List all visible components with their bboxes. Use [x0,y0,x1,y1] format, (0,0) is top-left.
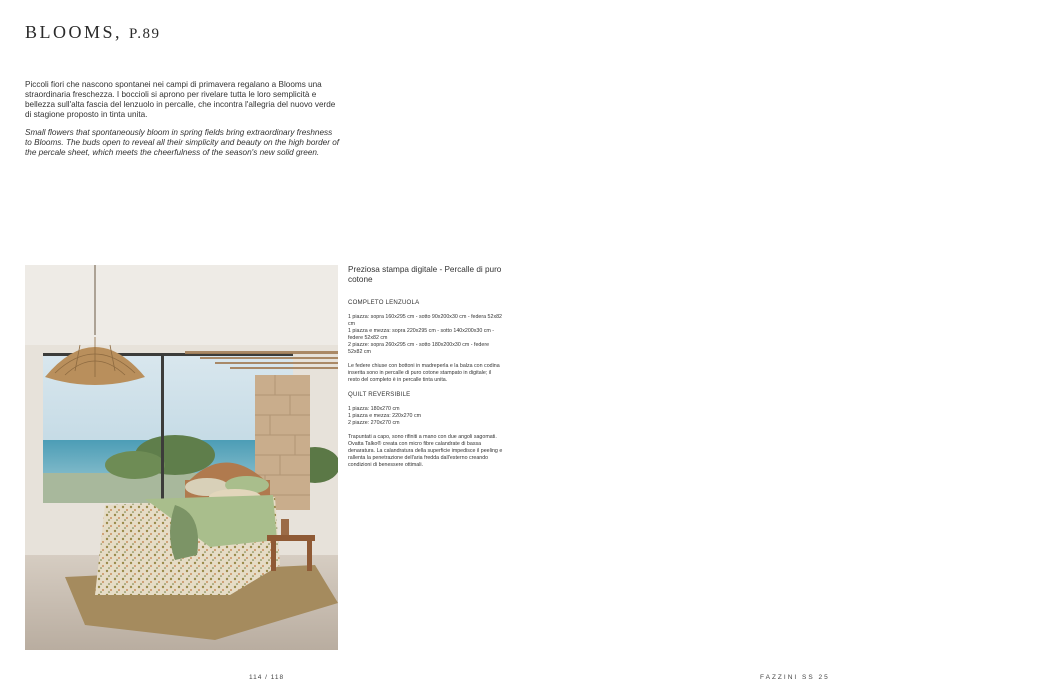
sheet-set-title: COMPLETO LENZUOLA [348,299,420,306]
page-reference: P.89 [129,26,161,42]
quilt-sizes [348,406,503,427]
quilt-note: Trapuntati a capo, sono rifiniti a mano con due angoli sagomati. Ovatta Talko® creata con micro fibre calandrate di bassa denaratura. La calandratura della superficie impedisce il peeling e rallenta la penetrazione dell'aria fredda dall'esterno creando condizioni di benessere ottimali. [348,434,503,469]
bedroom-photo [25,265,338,650]
size-line: 1 piazza e mezza: sopra 220x295 cm - sotto 140x200x30 cm - federe 52x82 cm [348,328,495,342]
page-number: 114 / 118 [249,674,285,681]
description-english: Small flowers that spontaneously bloom in spring fields bring extraordinary freshness to Blooms. The buds open to reveal all their simplicity and beauty on the high border of the percale sheet, which meets the cheerfulness of the season's new solid green. [25,128,340,158]
size-line: 1 piazza e mezza: 220x270 cm [348,413,422,420]
size-line: 1 piazza: sopra 160x295 cm - sotto 90x200x30 cm - federa 52x82 cm [348,314,502,328]
brand-footer: FAZZINI SS 25 [760,674,830,681]
specs-heading: Preziosa stampa digitale - Percalle di puro cotone [348,265,502,284]
sheet-set-note: Le federe chiuse con bottoni in madreperla e la balza con codina inserita sono in percalle di puro cotone stampato in digitale; il resto del completo è in percalle tinta unita. [348,363,500,384]
quilt-title: QUILT REVERSIBILE [348,391,411,399]
size-line: 1 piazza: 180x270 cm [348,406,400,413]
size-line: 2 piazze: sopra 260x295 cm - sotto 180x200x30 cm - federe 52x82 cm [348,342,490,356]
description-italian: Piccoli fiori che nascono spontanei nei campi di primavera regalano a Blooms una straordinaria freschezza. I boccioli si aprono per rivelare tutta le loro semplicità e bellezza sull'alta fascia del lenzuolo in percalle, che incontra l'allegria del nuovo verde di stagione proposto in tinta unita. [25,80,336,120]
page-title [25,22,160,43]
size-line: 2 piazze: 270x270 cm [348,420,400,427]
sheet-set-sizes [348,314,503,356]
product-specifications [348,265,503,476]
collection-name: BLOOMS, [25,22,123,42]
